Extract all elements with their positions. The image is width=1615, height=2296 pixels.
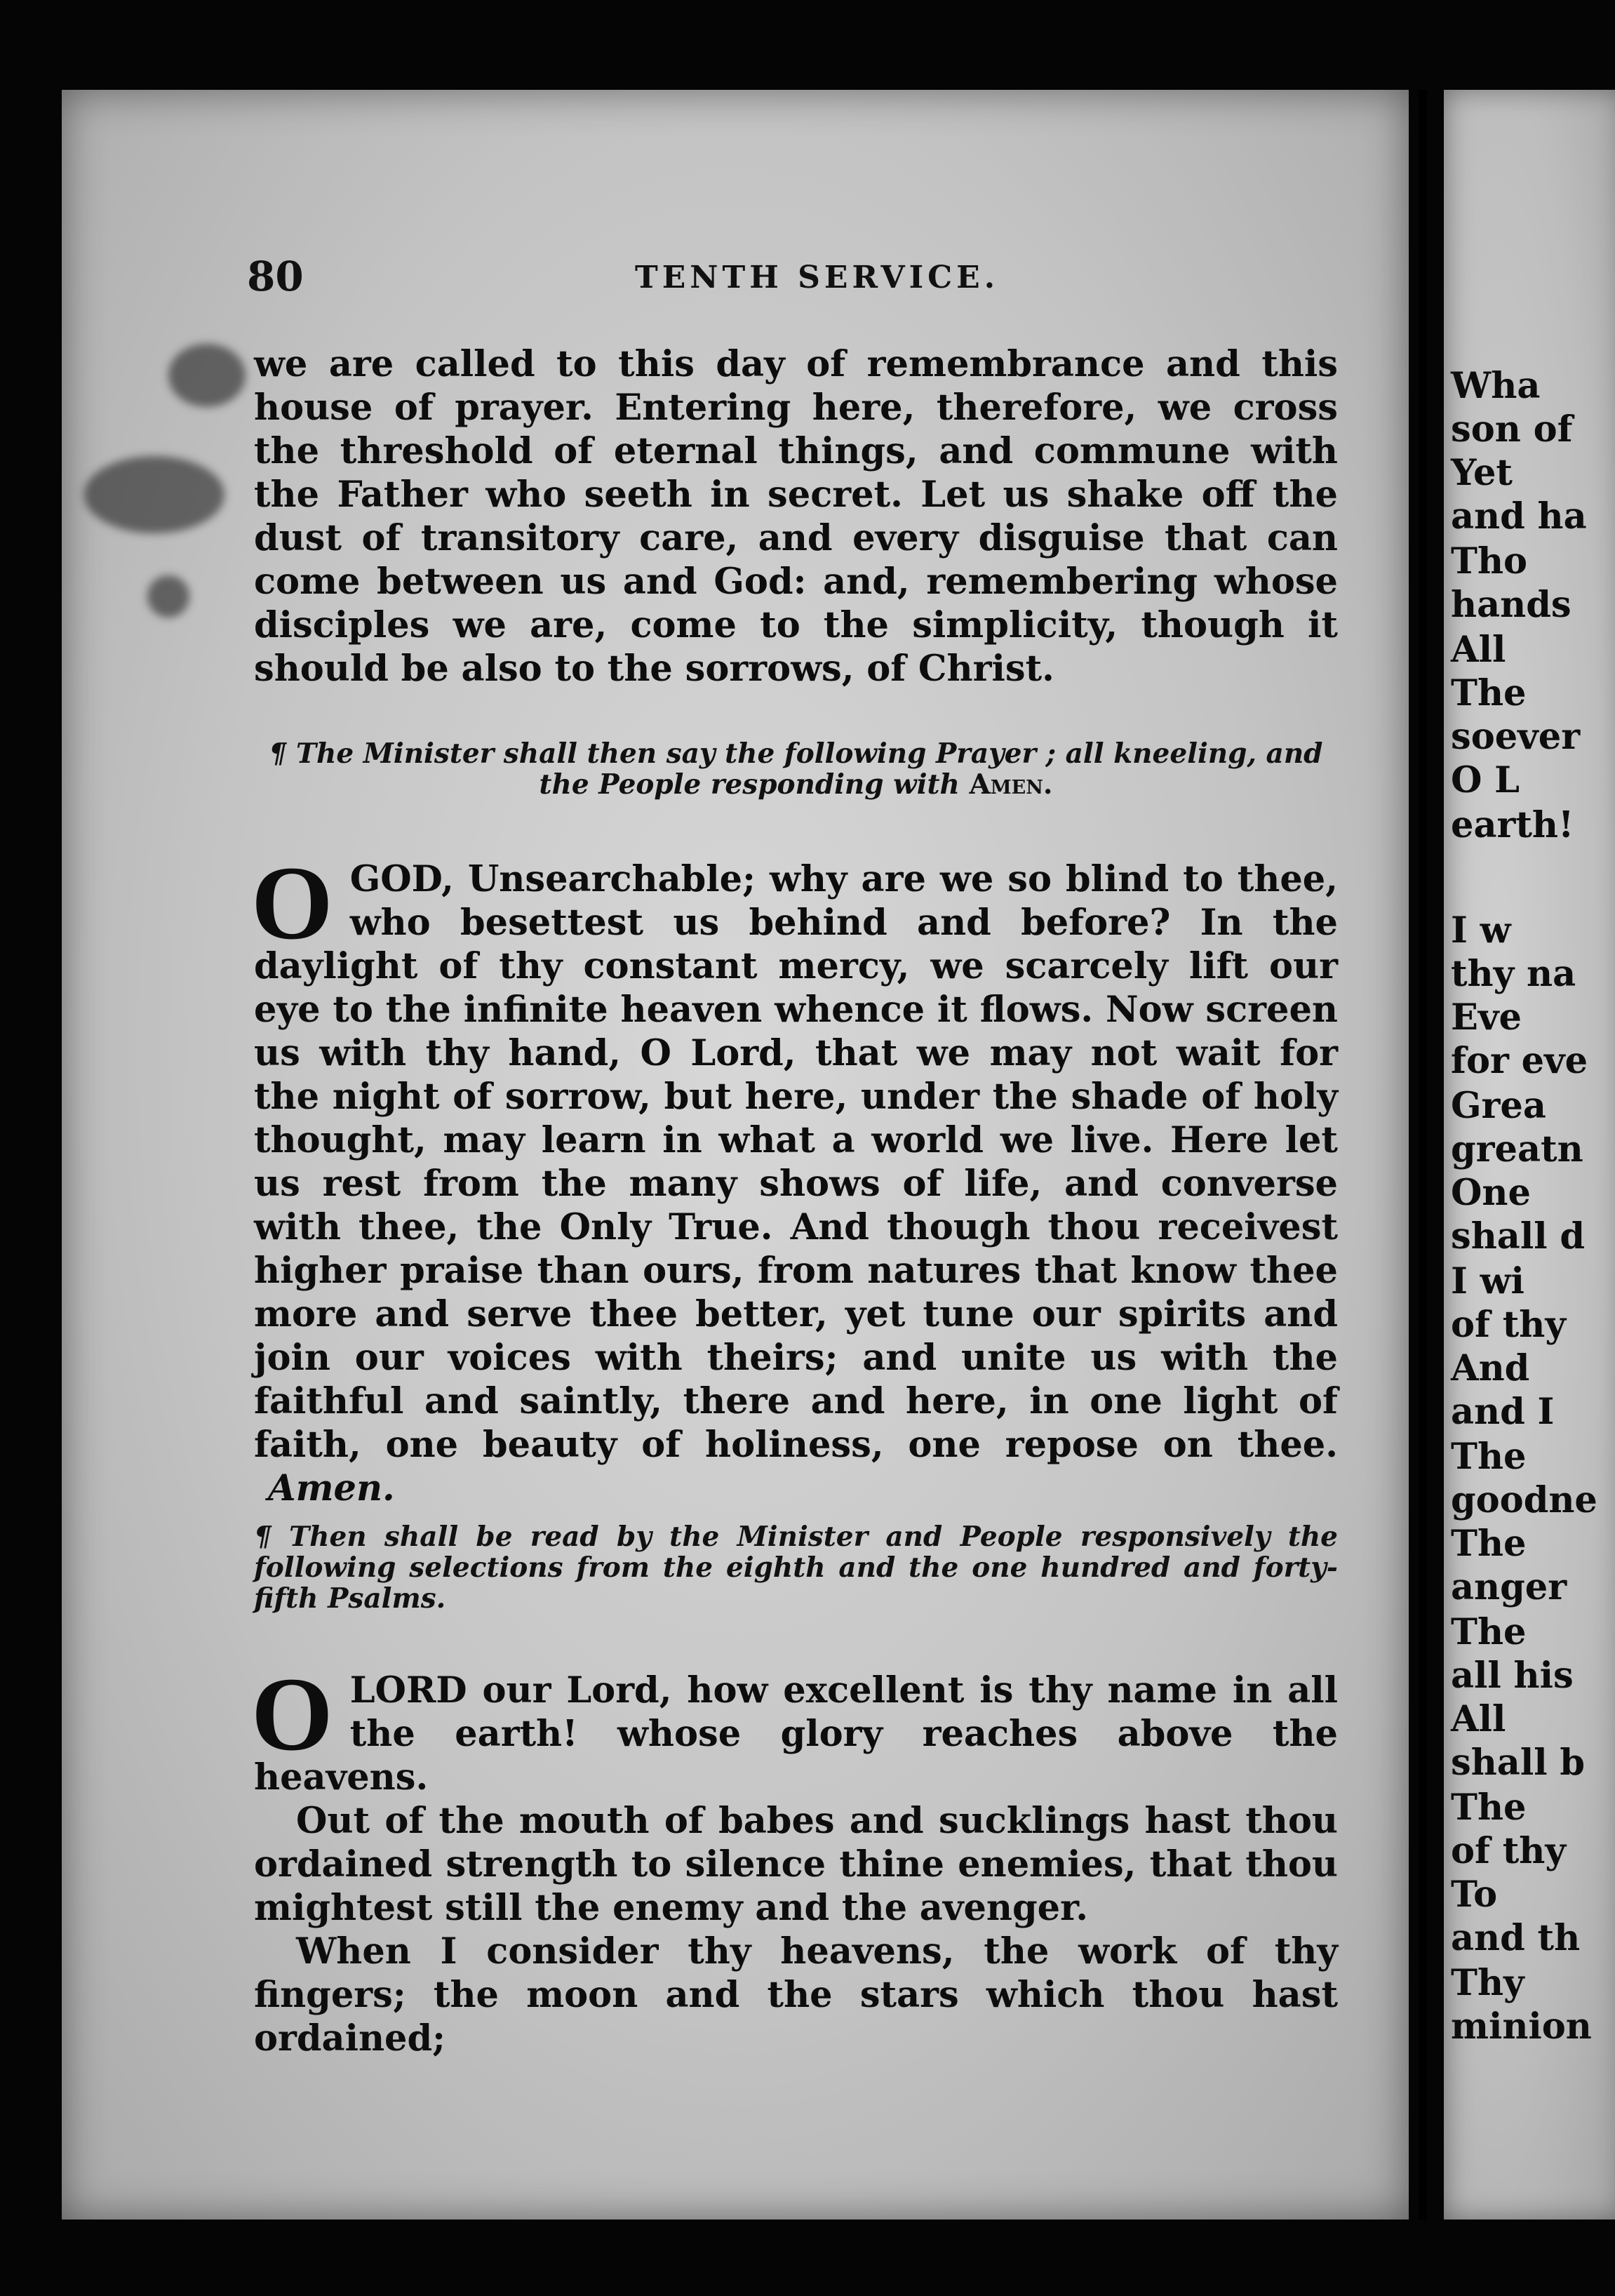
right-page-line: son of [1451,408,1573,450]
prayer-text: GOD, Unsearchable; why are we so blind to thee, who besettest us behind and before? In the daylight of thy constant mercy, we scarcely lift our eye to the infinite heaven whence it flows. Now screen us with thy hand, O Lord, that we may not wait for the night of sorrow, but here, under the shade of holy thought, may learn in what a world we live. Here let us rest from the many shows of life, and converse with thee, the Only True. And though thou receivest higher praise than ours, from natures that know thee more and serve thee better, yet tune our spirits and join our voices with theirs; and unite us with the faithful and saintly, there and here, in one light of faith, one beauty of holiness, one repose on thee. [254,858,1338,1466]
right-page-line: To [1451,1874,1498,1916]
page-gutter [1419,90,1427,2220]
right-page-line: for eve [1451,1040,1588,1082]
right-page-line: anger [1451,1566,1567,1608]
page-number: 80 [247,253,304,300]
right-page-line: hands [1451,584,1572,626]
psalm-verse-3: When I consider thy heavens, the work of thy fingers; the moon and the stars which thou hast ordained; [254,1930,1338,2060]
right-page-line: of thy [1451,1304,1566,1346]
psalm-verse-2: Out of the mouth of babes and sucklings hast thou ordained strength to silence thine enemies, that thou mightest still the enemy and the avenger. [254,1800,1338,1929]
right-page-line: and th [1451,1917,1581,1959]
continuation-paragraph [254,342,1338,690]
right-page-line: Eve [1451,996,1522,1039]
psalm-verse-1-text: LORD our Lord, how excellent is thy name in all the earth! whose glory reaches above the heavens. [254,1669,1338,1798]
right-page-line: and ha [1451,495,1587,538]
right-page-line: greatn [1451,1128,1583,1170]
right-page-line: goodne [1451,1479,1597,1521]
right-page-line: thy na [1451,953,1576,995]
right-page-line: All [1451,629,1506,671]
ink-smudge [147,575,189,618]
right-page-line: minion [1451,2005,1592,2048]
right-page-line: Wha [1451,365,1541,407]
psalm-verse-1 [251,1656,1338,1799]
right-page-line: The [1451,1611,1527,1653]
right-page-line: shall d [1451,1215,1586,1257]
prayer-amen: Amen. [268,1467,395,1509]
prayer-paragraph [251,845,1338,1510]
pilcrow-mark: ¶ [254,1521,272,1553]
right-page-line: soever [1451,716,1581,758]
right-page-line: Yet [1451,452,1513,494]
running-title: TENTH SERVICE. [635,260,1000,295]
rubric-prayer-text: The Minister shall then say the following Prayer ; all kneeling, and the People responding with [295,737,1323,801]
pilcrow-mark: ¶ [269,737,287,770]
right-page-line: I w [1451,909,1511,952]
rubric-prayer [254,738,1338,800]
right-page-line: of thy [1451,1830,1566,1872]
rubric-psalms [254,1521,1338,1614]
right-page-line: Grea [1451,1085,1546,1127]
right-page-line: shall b [1451,1742,1586,1784]
right-page-line: Thy [1451,1962,1524,2004]
psalm-dropcap: O [251,1656,333,1773]
right-page-line: O L [1451,759,1520,801]
ink-smudge [168,344,246,407]
prayer-dropcap: O [251,845,333,961]
continuation-text: we are called to this day of remembrance and this house of prayer. Entering here, therefore, we cross the threshold of eternal things, and commune with the Father who seeth in secret. Let us shake off the dust of transitory care, and every disguise that can come between us and God: and, remembering whose disciples we are, come to the simplicity, though it should be also to the sorrows, of Christ. [254,343,1338,690]
right-page-line: I wi [1451,1260,1524,1302]
right-page-line: The [1451,1787,1527,1829]
right-page-line: The [1451,1436,1527,1478]
right-page-line: earth! [1451,804,1574,846]
rubric-amen: Amen. [969,768,1053,801]
right-page-line: The [1451,672,1527,714]
ink-smudge [84,456,225,533]
psalm-section [251,1656,1338,2060]
right-page-line: One [1451,1172,1531,1214]
right-page-line: The [1451,1523,1527,1565]
right-page-line: All [1451,1698,1506,1740]
right-page-line: And [1451,1347,1530,1389]
right-page-line: and I [1451,1391,1555,1433]
right-page-line: all his [1451,1655,1574,1697]
right-page-line: Tho [1451,540,1528,582]
rubric-psalms-text: Then shall be read by the Minister and People responsively the following selections from the eighth and the one hundred and forty-fifth Psalms. [254,1521,1338,1615]
